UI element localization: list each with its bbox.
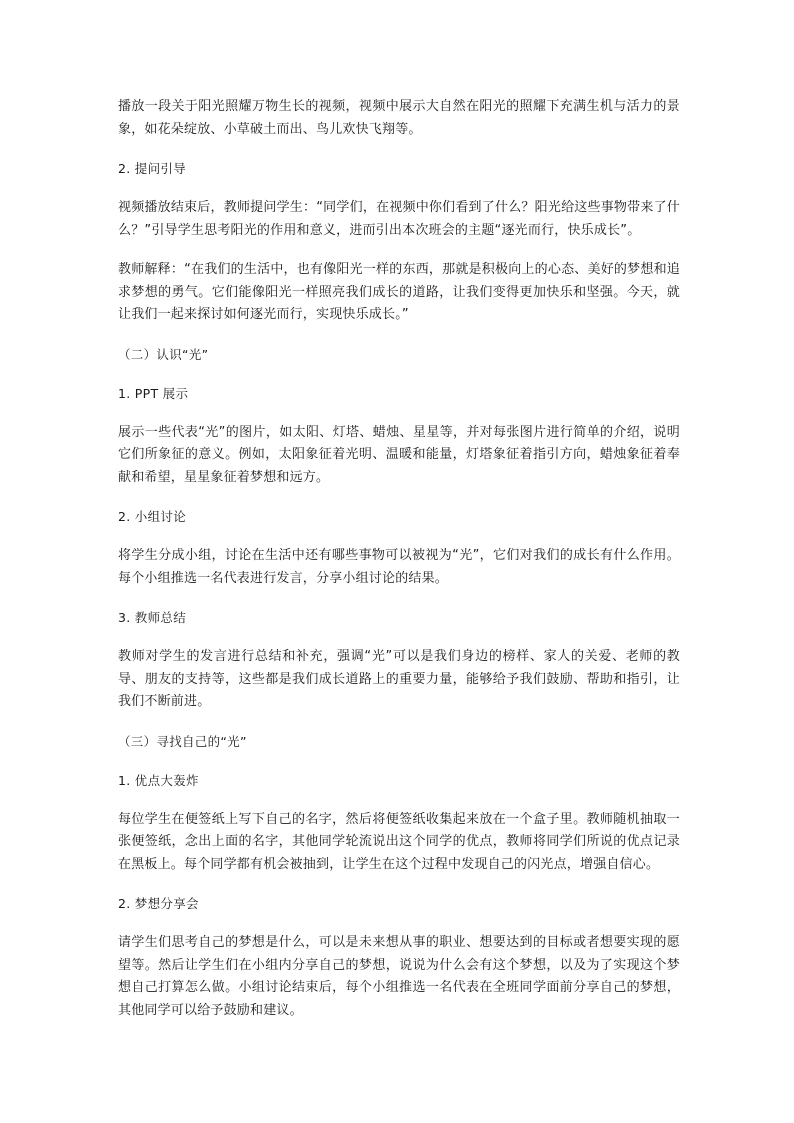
- heading-dream-sharing: 2. 梦想分享会: [118, 896, 199, 911]
- paragraph-teacher-summary: 教师对学生的发言进行总结和补充，强调“光”可以是我们身边的榜样、家人的关爱、老师的教导、朋友的支持等，这些都是我们成长道路上的重要力量，能够给予我们鼓励、帮助和指引，让我们不断前进。: [118, 649, 680, 709]
- heading-group-discussion: 2. 小组讨论: [118, 509, 186, 524]
- paragraph-teacher-explain: 教师解释：“在我们的生活中，也有像阳光一样的东西，那就是积极向上的心态、美好的梦想和追求梦想的勇气。它们能像阳光一样照亮我们成长的道路，让我们变得更加快乐和坚强。今天，就让我们一起来探讨如何逐光而行，实现快乐成长。”: [118, 262, 680, 322]
- heading-question-guide: 2. 提问引导: [118, 161, 186, 176]
- paragraph-dream-sharing: 请学生们思考自己的梦想是什么，可以是未来想从事的职业、想要达到的目标或者想要实现的愿望等。然后让学生们在小组内分享自己的梦想，说说为什么会有这个梦想，以及为了实现这个梦想自己打算怎么做。小组讨论结束后，每个小组推选一名代表在全班同学面前分享自己的梦想，其他同学可以给予鼓励和建议。: [118, 935, 680, 1018]
- paragraph-group-discussion: 将学生分成小组，讨论在生活中还有哪些事物可以被视为“光”，它们对我们的成长有什么作用。每个小组推选一名代表进行发言，分享小组讨论的结果。: [118, 548, 680, 586]
- paragraph-strengths-bomb: 每位学生在便签纸上写下自己的名字，然后将便签纸收集起来放在一个盒子里。教师随机抽取一张便签纸，念出上面的名字，其他同学轮流说出这个同学的优点，教师将同学们所说的优点记录在黑板上。每个同学都有机会被抽到，让学生在这个过程中发现自己的闪光点，增强自信心。: [118, 811, 680, 872]
- document-page: [118, 96, 680, 1039]
- heading-section-3: （三）寻找自己的“光”: [118, 733, 247, 749]
- heading-ppt-show: 1. PPT 展示: [118, 385, 189, 401]
- heading-teacher-summary: 3. 教师总结: [118, 610, 186, 625]
- paragraph-ppt-show: 展示一些代表“光”的图片，如太阳、灯塔、蜡烛、星星等，并对每张图片进行简单的介绍，说明它们所象征的意义。例如，太阳象征着光明、温暖和能量，灯塔象征着指引方向，蜡烛象征着奉献和希望，星星象征着梦想和远方。: [118, 424, 680, 485]
- heading-strengths-bomb: 1. 优点大轰炸: [118, 772, 199, 788]
- heading-section-2: （二）认识“光”: [118, 346, 209, 362]
- paragraph-teacher-question: 视频播放结束后，教师提问学生：“同学们，在视频中你们看到了什么？阳光给这些事物带来了什么？”引导学生思考阳光的作用和意义，进而引出本次班会的主题“逐光而行，快乐成长”。: [118, 200, 680, 238]
- paragraph-video-intro: 播放一段关于阳光照耀万物生长的视频，视频中展示大自然在阳光的照耀下充满生机与活力的景象，如花朵绽放、小草破土而出、鸟儿欢快飞翔等。: [118, 99, 680, 137]
